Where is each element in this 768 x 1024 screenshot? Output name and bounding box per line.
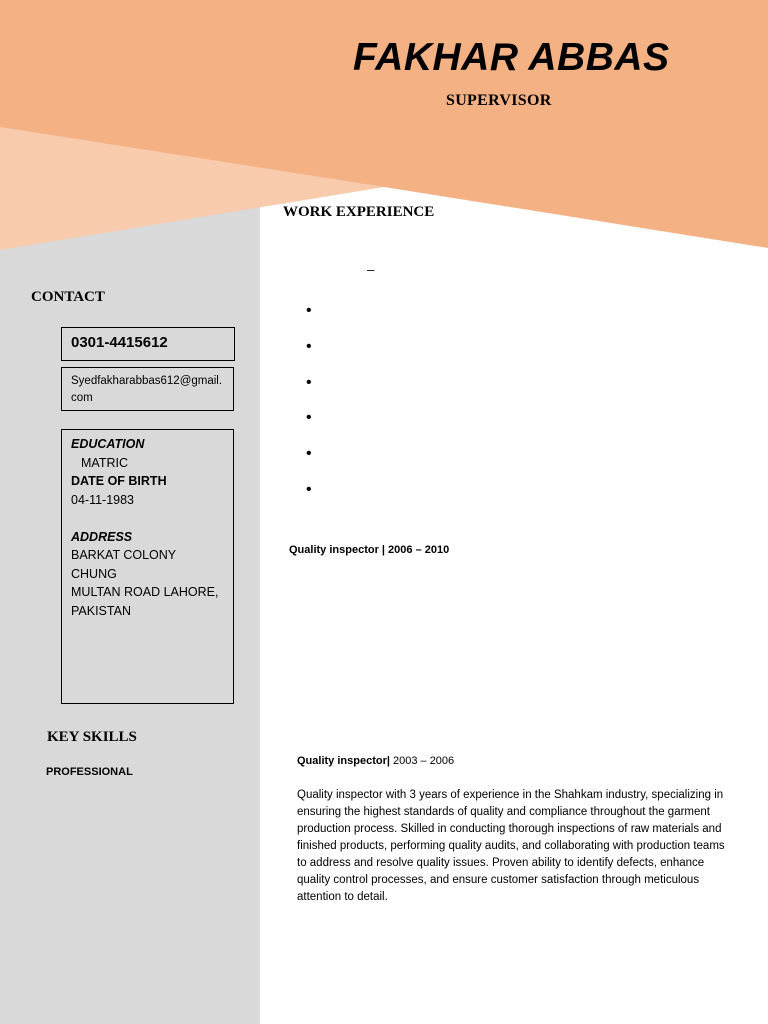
education-label: EDUCATION [71,437,145,451]
work-experience-heading: WORK EXPERIENCE [283,204,435,220]
address-line: PAKISTAN [71,603,131,618]
education-value: MATRIC [81,455,128,470]
bullet-item: • [306,480,312,498]
bullet-item: • [306,337,312,355]
bullet-list [306,301,312,516]
info-box [61,429,234,704]
bullet-item: • [306,302,312,319]
dash-mark: – [367,262,375,277]
bullet-item: • [306,409,312,427]
dob-value: 04-11-1983 [71,492,135,507]
address-line: MULTAN ROAD LAHORE, [71,585,219,599]
job-title-2-years: 2003 – 2006 [389,755,455,767]
dob-label: DATE OF BIRTH [71,474,167,488]
address-label: ADDRESS [71,529,133,544]
candidate-title: SUPERVISOR [446,92,552,109]
bullet-item: • [306,445,312,463]
job-title-2 [297,755,454,767]
job-summary: Quality inspector with 3 years of experience in the Shahkam industry, specializing in ensuring the highest standards of quality and compliance throughout the garment production process. Skilled in conducting thorough inspections of raw materials and finished products, performing quality audits, and collaborating with production teams to address and resolve quality issues. Proven ability to identify defects, enhance quality control processes, and ensure customer satisfaction through meticulous attention to detail. [297,789,725,903]
contact-heading: CONTACT [31,289,105,305]
job-title-1: Quality inspector | 2006 – 2010 [289,544,450,556]
address-line: BARKAT COLONY CHUNG [71,548,176,581]
email-box: Syedfakharabbas612@gmail.com [61,367,234,411]
job-title-2-role: Quality inspector| [297,755,390,767]
phone-box: 0301-4415612 [61,327,235,361]
key-skills-heading: KEY SKILLS [47,729,137,745]
candidate-name: FAKHAR ABBAS [353,36,670,79]
professional-label: PROFESSIONAL [46,766,133,778]
bullet-item: • [306,373,312,391]
